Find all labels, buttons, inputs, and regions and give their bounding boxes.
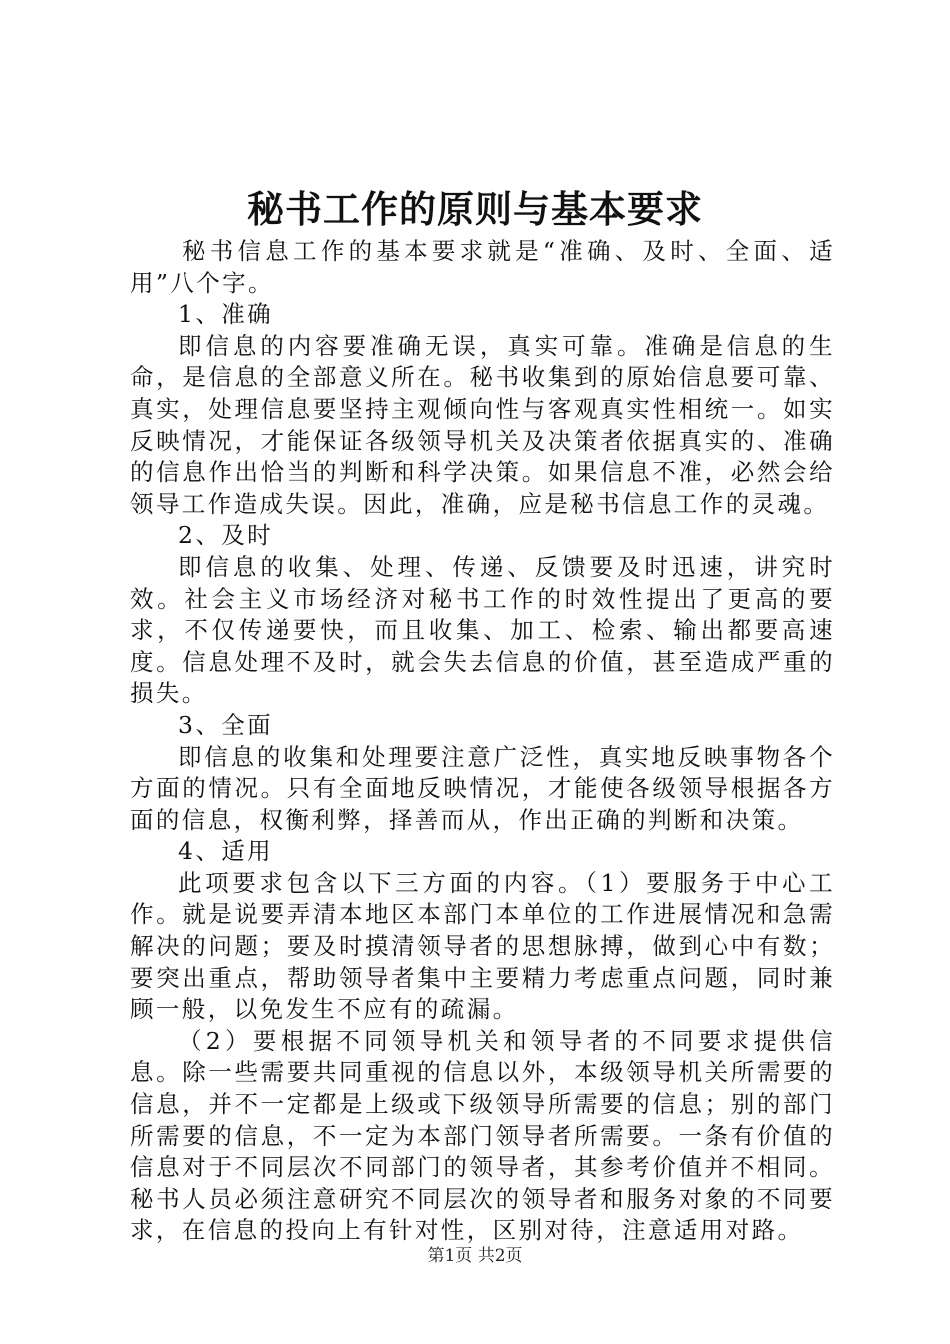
paragraph-accurate: 即信息的内容要准确无误，真实可靠。准确是信息的生命，是信息的全部意义所在。秘书收集到的原始信息要可靠、真实，处理信息要坚持主观倾向性与客观真实性相统一。如实反映情况，才能保证各级领导机关及决策者依据真实的、准确的信息作出恰当的判断和科学决策。如果信息不准，必然会给领导工作造成失误。因此，准确，应是秘书信息工作的灵魂。 xyxy=(130,331,835,518)
section-heading-comprehensive: 3、全面 xyxy=(178,710,274,739)
paragraph-intro: 秘书信息工作的基本要求就是“准确、及时、全面、适用”八个字。 xyxy=(130,237,835,297)
section-heading-accurate: 1、准确 xyxy=(178,300,274,329)
paragraph-comprehensive: 即信息的收集和处理要注意广泛性，真实地反映事物各个方面的情况。只有全面地反映情况，才能使各级领导根据各方面的信息，权衡利弊，择善而从，作出正确的判断和决策。 xyxy=(130,742,835,834)
section-heading-applicable: 4、适用 xyxy=(178,837,274,866)
document-body xyxy=(130,236,835,1247)
section-heading-timely: 2、及时 xyxy=(178,521,274,550)
document-title: 秘书工作的原则与基本要求 xyxy=(247,187,703,231)
page-footer: 第1页 共2页 xyxy=(427,1246,523,1266)
paragraph-applicable-1: 此项要求包含以下三方面的内容。（1）要服务于中心工作。就是说要弄清本地区本部门本单位的工作进展情况和急需解决的问题；要及时摸清领导者的思想脉搏，做到心中有数；要突出重点，帮助领导者集中主要精力考虑重点问题，同时兼顾一般，以免发生不应有的疏漏。 xyxy=(130,868,835,1024)
paragraph-timely: 即信息的收集、处理、传递、反馈要及时迅速，讲究时效。社会主义市场经济对秘书工作的时效性提出了更高的要求，不仅传递要快，而且收集、加工、检索、输出都要高速度。信息处理不及时，就会失去信息的价值，甚至造成严重的损失。 xyxy=(130,552,835,708)
paragraph-applicable-2: （2）要根据不同领导机关和领导者的不同要求提供信息。除一些需要共同重视的信息以外，本级领导机关所需要的信息，并不一定都是上级或下级领导所需要的信息；别的部门所需要的信息，不一定为本部门领导者所需要。一条有价值的信息对于不同层次不同部门的领导者，其参考价值并不相同。秘书人员必须注意研究不同层次的领导者和服务对象的不同要求，在信息的投向上有针对性，区别对待，注意适用对路。 xyxy=(130,1026,835,1245)
